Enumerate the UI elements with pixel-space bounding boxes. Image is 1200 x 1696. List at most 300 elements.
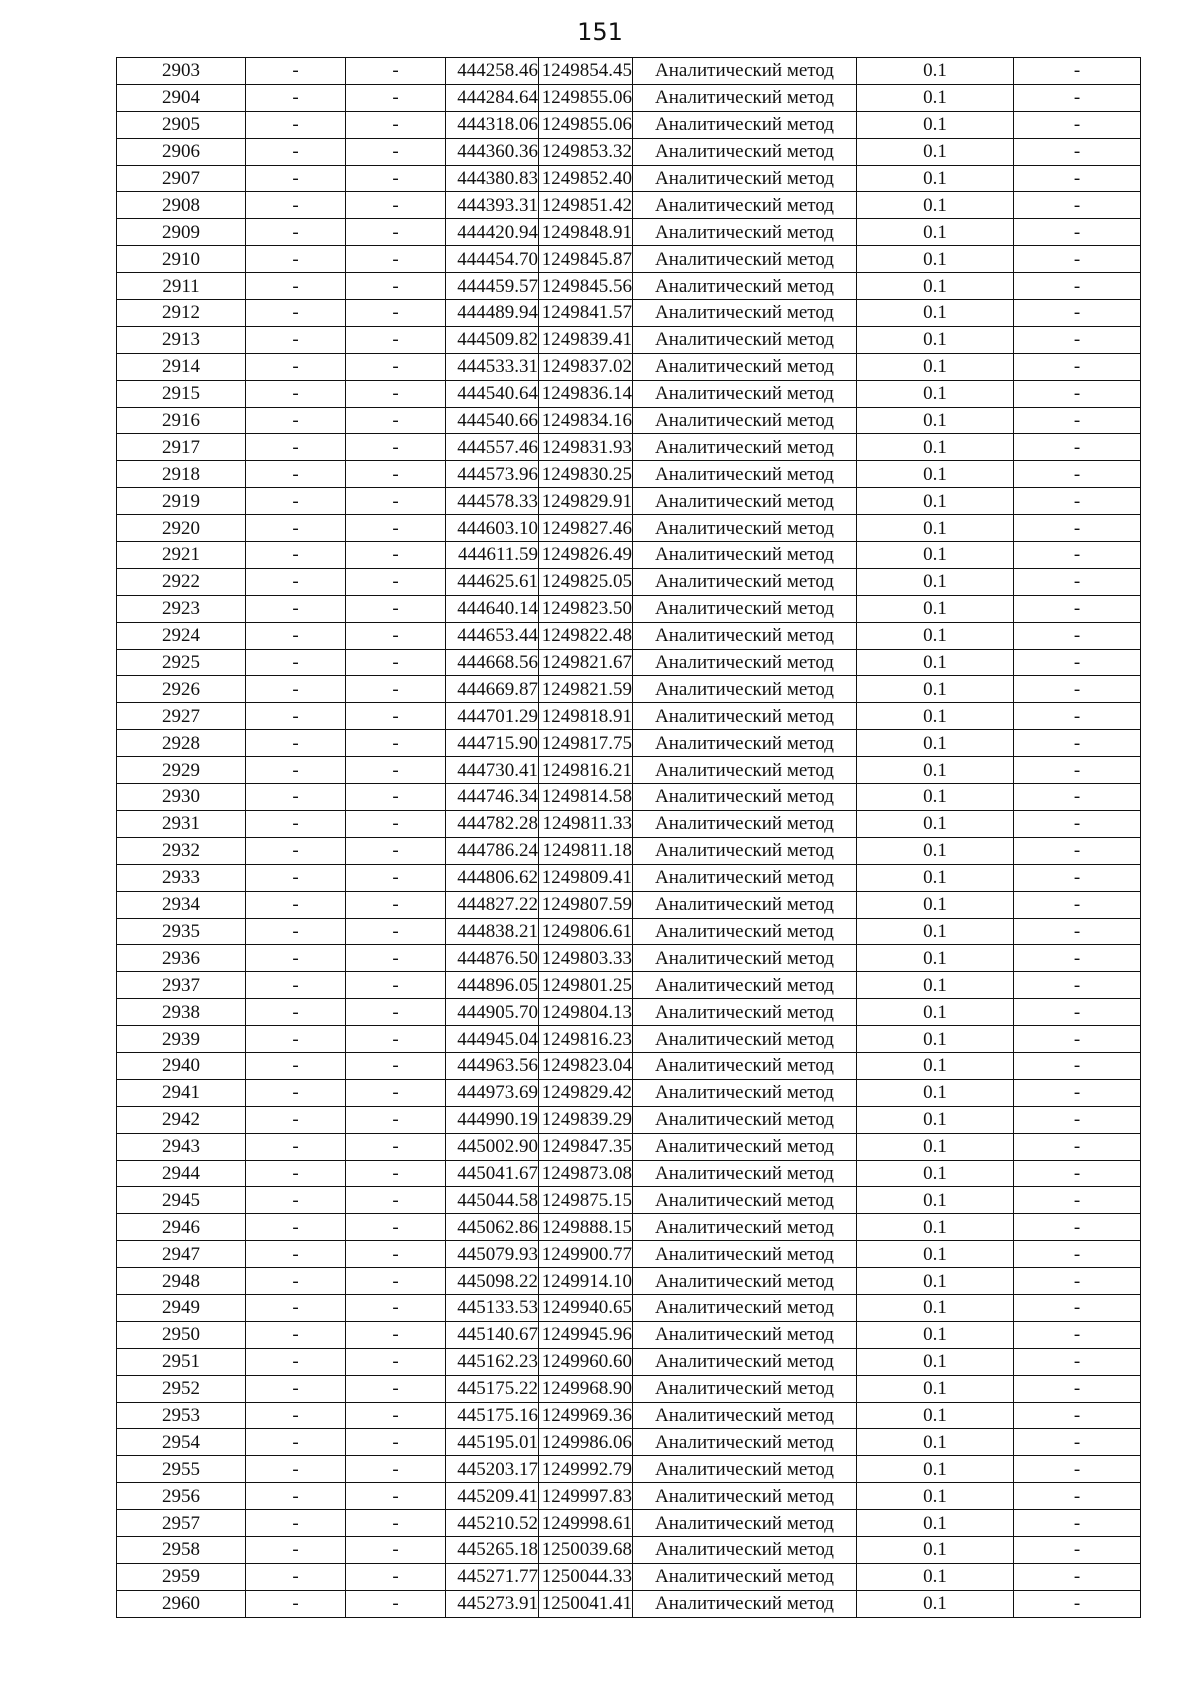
point-number-cell: 2935 (117, 918, 246, 945)
empty-value-cell: - (1014, 918, 1141, 945)
point-number-cell: 2927 (117, 703, 246, 730)
empty-value-cell: - (346, 784, 446, 811)
empty-value-cell: - (346, 1241, 446, 1268)
method-cell: Аналитический метод (633, 407, 857, 434)
table-row (117, 219, 1141, 246)
table-row (117, 353, 1141, 380)
empty-value-cell: - (246, 1052, 346, 1079)
method-cell: Аналитический метод (633, 1052, 857, 1079)
point-number-cell: 2959 (117, 1563, 246, 1590)
method-cell: Аналитический метод (633, 1456, 857, 1483)
empty-value-cell: - (246, 461, 346, 488)
table-row (117, 1294, 1141, 1321)
empty-value-cell: - (346, 542, 446, 569)
empty-value-cell: - (1014, 864, 1141, 891)
empty-value-cell: - (346, 1052, 446, 1079)
x-coordinate-cell: 444489.94 (446, 300, 539, 327)
y-coordinate-cell: 1249816.21 (539, 757, 633, 784)
accuracy-cell: 0.1 (857, 1187, 1014, 1214)
empty-value-cell: - (346, 58, 446, 85)
point-number-cell: 2945 (117, 1187, 246, 1214)
method-cell: Аналитический метод (633, 1294, 857, 1321)
point-number-cell: 2932 (117, 837, 246, 864)
accuracy-cell: 0.1 (857, 999, 1014, 1026)
point-number-cell: 2944 (117, 1160, 246, 1187)
accuracy-cell: 0.1 (857, 273, 1014, 300)
y-coordinate-cell: 1249845.87 (539, 246, 633, 273)
empty-value-cell: - (1014, 1429, 1141, 1456)
empty-value-cell: - (246, 864, 346, 891)
empty-value-cell: - (1014, 703, 1141, 730)
y-coordinate-cell: 1250044.33 (539, 1563, 633, 1590)
method-cell: Аналитический метод (633, 1241, 857, 1268)
empty-value-cell: - (1014, 1052, 1141, 1079)
table-row (117, 730, 1141, 757)
x-coordinate-cell: 444653.44 (446, 622, 539, 649)
x-coordinate-cell: 444730.41 (446, 757, 539, 784)
method-cell: Аналитический метод (633, 1268, 857, 1295)
accuracy-cell: 0.1 (857, 595, 1014, 622)
empty-value-cell: - (1014, 1241, 1141, 1268)
x-coordinate-cell: 444640.14 (446, 595, 539, 622)
table-row (117, 649, 1141, 676)
method-cell: Аналитический метод (633, 837, 857, 864)
empty-value-cell: - (1014, 1590, 1141, 1617)
table-row (117, 676, 1141, 703)
method-cell: Аналитический метод (633, 1026, 857, 1053)
empty-value-cell: - (246, 945, 346, 972)
x-coordinate-cell: 445209.41 (446, 1483, 539, 1510)
accuracy-cell: 0.1 (857, 676, 1014, 703)
point-number-cell: 2923 (117, 595, 246, 622)
x-coordinate-cell: 444533.31 (446, 353, 539, 380)
table-row (117, 488, 1141, 515)
method-cell: Аналитический метод (633, 703, 857, 730)
x-coordinate-cell: 444963.56 (446, 1052, 539, 1079)
empty-value-cell: - (346, 488, 446, 515)
method-cell: Аналитический метод (633, 219, 857, 246)
x-coordinate-cell: 444669.87 (446, 676, 539, 703)
y-coordinate-cell: 1249839.29 (539, 1106, 633, 1133)
x-coordinate-cell: 445162.23 (446, 1348, 539, 1375)
method-cell: Аналитический метод (633, 622, 857, 649)
table-row (117, 1456, 1141, 1483)
accuracy-cell: 0.1 (857, 407, 1014, 434)
accuracy-cell: 0.1 (857, 891, 1014, 918)
method-cell: Аналитический метод (633, 58, 857, 85)
method-cell: Аналитический метод (633, 595, 857, 622)
empty-value-cell: - (346, 972, 446, 999)
x-coordinate-cell: 445079.93 (446, 1241, 539, 1268)
y-coordinate-cell: 1249827.46 (539, 515, 633, 542)
table-row (117, 246, 1141, 273)
point-number-cell: 2916 (117, 407, 246, 434)
empty-value-cell: - (346, 111, 446, 138)
empty-value-cell: - (346, 273, 446, 300)
empty-value-cell: - (346, 945, 446, 972)
table-row (117, 1106, 1141, 1133)
point-number-cell: 2954 (117, 1429, 246, 1456)
y-coordinate-cell: 1249839.41 (539, 326, 633, 353)
x-coordinate-cell: 445140.67 (446, 1321, 539, 1348)
empty-value-cell: - (346, 757, 446, 784)
empty-value-cell: - (1014, 1510, 1141, 1537)
point-number-cell: 2948 (117, 1268, 246, 1295)
empty-value-cell: - (1014, 326, 1141, 353)
method-cell: Аналитический метод (633, 380, 857, 407)
point-number-cell: 2955 (117, 1456, 246, 1483)
table-row (117, 1214, 1141, 1241)
accuracy-cell: 0.1 (857, 488, 1014, 515)
table-row (117, 1321, 1141, 1348)
method-cell: Аналитический метод (633, 1590, 857, 1617)
table-row (117, 622, 1141, 649)
table-row (117, 1268, 1141, 1295)
point-number-cell: 2937 (117, 972, 246, 999)
empty-value-cell: - (246, 730, 346, 757)
method-cell: Аналитический метод (633, 1106, 857, 1133)
method-cell: Аналитический метод (633, 515, 857, 542)
x-coordinate-cell: 444827.22 (446, 891, 539, 918)
empty-value-cell: - (246, 192, 346, 219)
y-coordinate-cell: 1249873.08 (539, 1160, 633, 1187)
empty-value-cell: - (1014, 757, 1141, 784)
empty-value-cell: - (246, 1187, 346, 1214)
y-coordinate-cell: 1249821.67 (539, 649, 633, 676)
method-cell: Аналитический метод (633, 568, 857, 595)
x-coordinate-cell: 444258.46 (446, 58, 539, 85)
empty-value-cell: - (246, 1510, 346, 1537)
empty-value-cell: - (1014, 58, 1141, 85)
table-row (117, 945, 1141, 972)
empty-value-cell: - (346, 353, 446, 380)
method-cell: Аналитический метод (633, 1133, 857, 1160)
empty-value-cell: - (1014, 542, 1141, 569)
accuracy-cell: 0.1 (857, 515, 1014, 542)
method-cell: Аналитический метод (633, 192, 857, 219)
y-coordinate-cell: 1249823.04 (539, 1052, 633, 1079)
y-coordinate-cell: 1249992.79 (539, 1456, 633, 1483)
empty-value-cell: - (246, 676, 346, 703)
x-coordinate-cell: 444782.28 (446, 810, 539, 837)
y-coordinate-cell: 1249853.32 (539, 138, 633, 165)
empty-value-cell: - (246, 622, 346, 649)
empty-value-cell: - (1014, 945, 1141, 972)
y-coordinate-cell: 1249837.02 (539, 353, 633, 380)
point-number-cell: 2939 (117, 1026, 246, 1053)
table-row (117, 1510, 1141, 1537)
point-number-cell: 2906 (117, 138, 246, 165)
method-cell: Аналитический метод (633, 434, 857, 461)
method-cell: Аналитический метод (633, 461, 857, 488)
x-coordinate-cell: 444668.56 (446, 649, 539, 676)
accuracy-cell: 0.1 (857, 84, 1014, 111)
empty-value-cell: - (246, 246, 346, 273)
point-number-cell: 2940 (117, 1052, 246, 1079)
empty-value-cell: - (1014, 1536, 1141, 1563)
point-number-cell: 2946 (117, 1214, 246, 1241)
point-number-cell: 2921 (117, 542, 246, 569)
x-coordinate-cell: 444746.34 (446, 784, 539, 811)
accuracy-cell: 0.1 (857, 1510, 1014, 1537)
empty-value-cell: - (346, 192, 446, 219)
method-cell: Аналитический метод (633, 891, 857, 918)
accuracy-cell: 0.1 (857, 568, 1014, 595)
table-row (117, 972, 1141, 999)
x-coordinate-cell: 444701.29 (446, 703, 539, 730)
table-row (117, 784, 1141, 811)
point-number-cell: 2929 (117, 757, 246, 784)
empty-value-cell: - (246, 1026, 346, 1053)
accuracy-cell: 0.1 (857, 58, 1014, 85)
empty-value-cell: - (246, 58, 346, 85)
x-coordinate-cell: 445271.77 (446, 1563, 539, 1590)
table-row (117, 891, 1141, 918)
empty-value-cell: - (1014, 1402, 1141, 1429)
empty-value-cell: - (1014, 192, 1141, 219)
method-cell: Аналитический метод (633, 84, 857, 111)
y-coordinate-cell: 1249836.14 (539, 380, 633, 407)
x-coordinate-cell: 445175.16 (446, 1402, 539, 1429)
x-coordinate-cell: 444573.96 (446, 461, 539, 488)
table-row (117, 515, 1141, 542)
empty-value-cell: - (1014, 219, 1141, 246)
y-coordinate-cell: 1249841.57 (539, 300, 633, 327)
page-number: 151 (577, 18, 623, 46)
method-cell: Аналитический метод (633, 300, 857, 327)
empty-value-cell: - (1014, 1563, 1141, 1590)
empty-value-cell: - (346, 1294, 446, 1321)
point-number-cell: 2924 (117, 622, 246, 649)
y-coordinate-cell: 1249997.83 (539, 1483, 633, 1510)
y-coordinate-cell: 1249834.16 (539, 407, 633, 434)
table-row (117, 595, 1141, 622)
empty-value-cell: - (346, 1429, 446, 1456)
empty-value-cell: - (246, 380, 346, 407)
point-number-cell: 2912 (117, 300, 246, 327)
x-coordinate-cell: 444393.31 (446, 192, 539, 219)
table-row (117, 999, 1141, 1026)
empty-value-cell: - (346, 84, 446, 111)
accuracy-cell: 0.1 (857, 1375, 1014, 1402)
y-coordinate-cell: 1249855.06 (539, 84, 633, 111)
accuracy-cell: 0.1 (857, 434, 1014, 461)
accuracy-cell: 0.1 (857, 1214, 1014, 1241)
empty-value-cell: - (346, 1214, 446, 1241)
empty-value-cell: - (246, 1268, 346, 1295)
empty-value-cell: - (346, 1510, 446, 1537)
empty-value-cell: - (1014, 1079, 1141, 1106)
table-row (117, 111, 1141, 138)
method-cell: Аналитический метод (633, 1429, 857, 1456)
empty-value-cell: - (246, 1563, 346, 1590)
empty-value-cell: - (346, 810, 446, 837)
method-cell: Аналитический метод (633, 1375, 857, 1402)
x-coordinate-cell: 444459.57 (446, 273, 539, 300)
method-cell: Аналитический метод (633, 273, 857, 300)
empty-value-cell: - (346, 434, 446, 461)
empty-value-cell: - (246, 1160, 346, 1187)
method-cell: Аналитический метод (633, 999, 857, 1026)
empty-value-cell: - (1014, 165, 1141, 192)
y-coordinate-cell: 1249822.48 (539, 622, 633, 649)
accuracy-cell: 0.1 (857, 380, 1014, 407)
method-cell: Аналитический метод (633, 864, 857, 891)
method-cell: Аналитический метод (633, 1510, 857, 1537)
table-row (117, 1375, 1141, 1402)
coordinates-table (116, 57, 1141, 1618)
empty-value-cell: - (346, 676, 446, 703)
empty-value-cell: - (346, 1375, 446, 1402)
point-number-cell: 2930 (117, 784, 246, 811)
empty-value-cell: - (346, 246, 446, 273)
empty-value-cell: - (346, 515, 446, 542)
table-row (117, 837, 1141, 864)
accuracy-cell: 0.1 (857, 1052, 1014, 1079)
point-number-cell: 2933 (117, 864, 246, 891)
table-row (117, 300, 1141, 327)
empty-value-cell: - (1014, 1483, 1141, 1510)
table-row (117, 1187, 1141, 1214)
x-coordinate-cell: 444557.46 (446, 434, 539, 461)
y-coordinate-cell: 1249986.06 (539, 1429, 633, 1456)
accuracy-cell: 0.1 (857, 461, 1014, 488)
y-coordinate-cell: 1250039.68 (539, 1536, 633, 1563)
table-row (117, 380, 1141, 407)
point-number-cell: 2952 (117, 1375, 246, 1402)
empty-value-cell: - (346, 730, 446, 757)
empty-value-cell: - (246, 300, 346, 327)
table-row (117, 1402, 1141, 1429)
table-row (117, 192, 1141, 219)
empty-value-cell: - (346, 1106, 446, 1133)
x-coordinate-cell: 444838.21 (446, 918, 539, 945)
point-number-cell: 2909 (117, 219, 246, 246)
y-coordinate-cell: 1249960.60 (539, 1348, 633, 1375)
table-row (117, 1026, 1141, 1053)
accuracy-cell: 0.1 (857, 1133, 1014, 1160)
point-number-cell: 2926 (117, 676, 246, 703)
empty-value-cell: - (246, 165, 346, 192)
point-number-cell: 2919 (117, 488, 246, 515)
accuracy-cell: 0.1 (857, 1402, 1014, 1429)
y-coordinate-cell: 1249845.56 (539, 273, 633, 300)
y-coordinate-cell: 1249851.42 (539, 192, 633, 219)
empty-value-cell: - (246, 810, 346, 837)
x-coordinate-cell: 444603.10 (446, 515, 539, 542)
x-coordinate-cell: 445203.17 (446, 1456, 539, 1483)
accuracy-cell: 0.1 (857, 1079, 1014, 1106)
point-number-cell: 2908 (117, 192, 246, 219)
y-coordinate-cell: 1249848.91 (539, 219, 633, 246)
method-cell: Аналитический метод (633, 488, 857, 515)
empty-value-cell: - (246, 138, 346, 165)
empty-value-cell: - (1014, 1106, 1141, 1133)
accuracy-cell: 0.1 (857, 219, 1014, 246)
table-row (117, 1241, 1141, 1268)
accuracy-cell: 0.1 (857, 918, 1014, 945)
point-number-cell: 2943 (117, 1133, 246, 1160)
x-coordinate-cell: 445062.86 (446, 1214, 539, 1241)
point-number-cell: 2938 (117, 999, 246, 1026)
method-cell: Аналитический метод (633, 165, 857, 192)
empty-value-cell: - (346, 1321, 446, 1348)
empty-value-cell: - (346, 300, 446, 327)
method-cell: Аналитический метод (633, 810, 857, 837)
y-coordinate-cell: 1249852.40 (539, 165, 633, 192)
y-coordinate-cell: 1249809.41 (539, 864, 633, 891)
accuracy-cell: 0.1 (857, 1106, 1014, 1133)
accuracy-cell: 0.1 (857, 353, 1014, 380)
empty-value-cell: - (1014, 1456, 1141, 1483)
y-coordinate-cell: 1249969.36 (539, 1402, 633, 1429)
method-cell: Аналитический метод (633, 730, 857, 757)
accuracy-cell: 0.1 (857, 1294, 1014, 1321)
table-row (117, 918, 1141, 945)
empty-value-cell: - (346, 918, 446, 945)
point-number-cell: 2941 (117, 1079, 246, 1106)
empty-value-cell: - (246, 1429, 346, 1456)
accuracy-cell: 0.1 (857, 192, 1014, 219)
empty-value-cell: - (246, 784, 346, 811)
y-coordinate-cell: 1250041.41 (539, 1590, 633, 1617)
point-number-cell: 2953 (117, 1402, 246, 1429)
x-coordinate-cell: 445002.90 (446, 1133, 539, 1160)
empty-value-cell: - (1014, 488, 1141, 515)
x-coordinate-cell: 444990.19 (446, 1106, 539, 1133)
x-coordinate-cell: 444284.64 (446, 84, 539, 111)
method-cell: Аналитический метод (633, 784, 857, 811)
method-cell: Аналитический метод (633, 918, 857, 945)
table-row (117, 1590, 1141, 1617)
x-coordinate-cell: 444786.24 (446, 837, 539, 864)
empty-value-cell: - (1014, 622, 1141, 649)
table-row (117, 542, 1141, 569)
table-body (117, 58, 1141, 1618)
point-number-cell: 2911 (117, 273, 246, 300)
y-coordinate-cell: 1249803.33 (539, 945, 633, 972)
table-row (117, 58, 1141, 85)
empty-value-cell: - (246, 703, 346, 730)
x-coordinate-cell: 445041.67 (446, 1160, 539, 1187)
empty-value-cell: - (246, 111, 346, 138)
point-number-cell: 2907 (117, 165, 246, 192)
empty-value-cell: - (1014, 407, 1141, 434)
empty-value-cell: - (346, 649, 446, 676)
point-number-cell: 2915 (117, 380, 246, 407)
accuracy-cell: 0.1 (857, 1429, 1014, 1456)
point-number-cell: 2931 (117, 810, 246, 837)
y-coordinate-cell: 1249855.06 (539, 111, 633, 138)
empty-value-cell: - (246, 434, 346, 461)
accuracy-cell: 0.1 (857, 246, 1014, 273)
table-row (117, 864, 1141, 891)
point-number-cell: 2947 (117, 1241, 246, 1268)
empty-value-cell: - (1014, 300, 1141, 327)
y-coordinate-cell: 1249811.18 (539, 837, 633, 864)
empty-value-cell: - (346, 461, 446, 488)
accuracy-cell: 0.1 (857, 111, 1014, 138)
method-cell: Аналитический метод (633, 1160, 857, 1187)
y-coordinate-cell: 1249998.61 (539, 1510, 633, 1537)
empty-value-cell: - (246, 219, 346, 246)
point-number-cell: 2917 (117, 434, 246, 461)
x-coordinate-cell: 444876.50 (446, 945, 539, 972)
method-cell: Аналитический метод (633, 945, 857, 972)
empty-value-cell: - (1014, 84, 1141, 111)
empty-value-cell: - (246, 407, 346, 434)
method-cell: Аналитический метод (633, 542, 857, 569)
